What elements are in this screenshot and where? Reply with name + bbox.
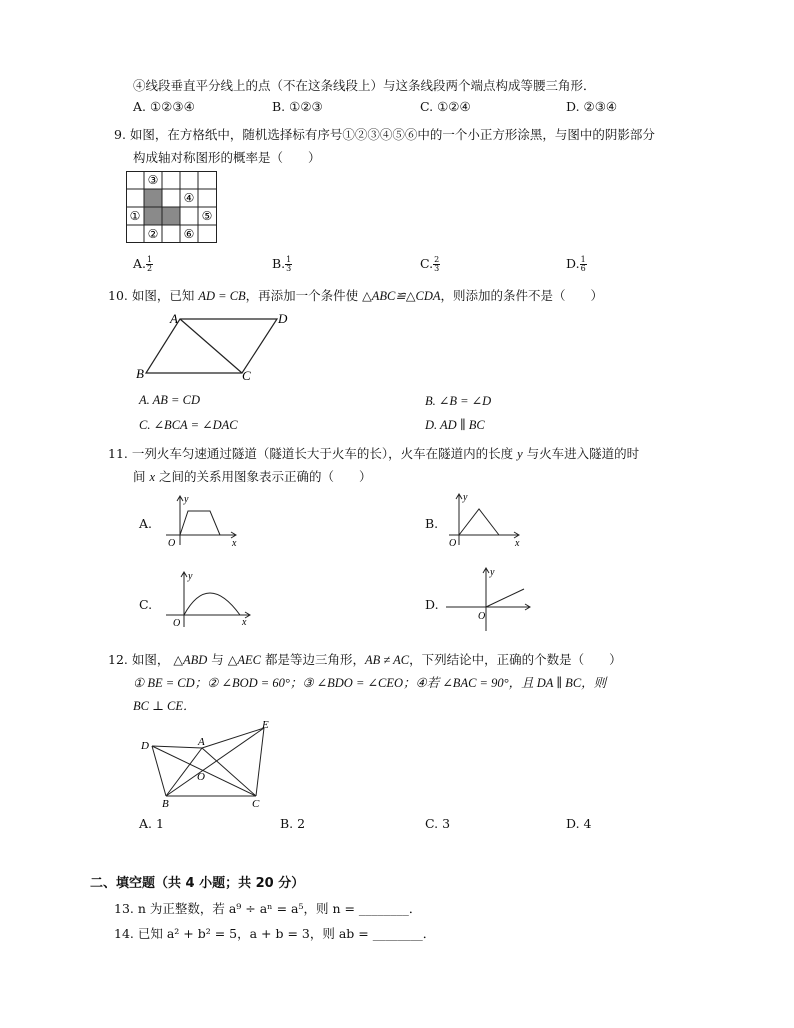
q12-stem-line2: ① BE = CD；② ∠BOD = 60°；③ ∠BDO = ∠CEO；④若 ∠BAC = 90°，且 DA ∥ BC，则 (133, 676, 607, 690)
label-B: B (136, 366, 144, 381)
axis-y-label: y (188, 571, 193, 582)
shaded-cell (162, 207, 180, 225)
origin-label: O (173, 618, 181, 629)
origin-label: O (478, 611, 486, 622)
origin-label: O (449, 538, 457, 549)
q10-option-b[interactable]: B. ∠B = ∠D (425, 394, 492, 408)
axis-x-label: x (232, 538, 237, 549)
q14-stem[interactable]: 14. 已知 a² + b² = 5，a + b = 3，则 ab = ________． (114, 926, 436, 941)
grid-label-2: ② (147, 227, 159, 241)
label-E: E (262, 719, 269, 731)
q12-stem-line1: 12. 如图， △ABD 与 △AEC 都是等边三角形，AB ≠ AC，下列结论中，正确的个数是（ ） (108, 652, 622, 667)
label-C: C (242, 368, 251, 383)
q12-stem-line3: BC ⊥ CE． (133, 699, 196, 713)
section2-title: 二、填空题（共 4 小题；共 20 分） (90, 876, 305, 891)
q9-option-a[interactable]: A. $\frac{1}{2}$ (133, 255, 153, 273)
axis-x-label: x (242, 617, 247, 628)
label-D: D (141, 740, 149, 752)
q9-stem-line2: 构成轴对称图形的概率是（ ） (133, 150, 321, 165)
q8-option-a[interactable]: A. ①②③④ (133, 99, 195, 114)
q11-option-a[interactable]: A. (139, 516, 153, 531)
q8-option-d[interactable]: D. ②③④ (566, 99, 618, 114)
grid-label-4: ④ (183, 191, 195, 205)
label-C: C (252, 798, 260, 808)
q9-stem-line1: 9. 如图，在方格纸中，随机选择标有序号①②③④⑤⑥中的一个小正方形涂黑，与图中的阴影部分 (114, 127, 655, 142)
q11-graph-b (447, 491, 527, 549)
q8-option-b[interactable]: B. ①②③ (272, 99, 323, 114)
origin-label: O (168, 538, 176, 549)
q10-stem: 10. 如图，已知 AD = CB，再添加一个条件使 △ABC≌△CDA，则添加的条件不是（ ） (108, 288, 603, 303)
q10-option-c[interactable]: C. ∠BCA = ∠DAC (139, 418, 238, 432)
q9-option-d[interactable]: D. $\frac{1}{6}$ (566, 255, 586, 273)
grid-label-3: ③ (147, 173, 159, 187)
grid-label-1: ① (129, 209, 141, 223)
q10-option-d[interactable]: D. AD ∥ BC (425, 418, 485, 432)
q11-graph-a (162, 493, 242, 549)
grid-label-5: ⑤ (201, 209, 213, 223)
label-D: D (278, 311, 288, 326)
q12-option-a[interactable]: A. 1 (139, 816, 164, 831)
q9-option-b[interactable]: B. $\frac{1}{3}$ (272, 255, 292, 273)
label-A: A (170, 311, 178, 326)
q12-option-c[interactable]: C. 3 (425, 816, 451, 831)
q11-stem-line1: 11. 一列火车匀速通过隧道（隧道长大于火车的长），火车在隧道内的长度 y 与火车进入隧道的时 (108, 446, 640, 461)
q12-option-b[interactable]: B. 2 (280, 816, 306, 831)
grid-label-6: ⑥ (183, 227, 195, 241)
q10-option-a[interactable]: A. AB = CD (139, 393, 200, 407)
q8-statement: ④线段垂直平分线上的点（不在这条线段上）与这条线段两个端点构成等腰三角形． (133, 78, 596, 93)
label-A: A (198, 736, 205, 748)
q13-stem[interactable]: 13. n 为正整数，若 a⁹ ÷ aⁿ = a⁵，则 n = ________． (114, 901, 422, 916)
q10-parallelogram-figure (132, 308, 297, 383)
label-O: O (197, 771, 205, 783)
axis-y-label: y (490, 567, 495, 578)
q12-triangles-figure (136, 718, 281, 808)
q11-graph-c (164, 569, 254, 631)
q8-option-c[interactable]: C. ①②④ (420, 99, 471, 114)
q9-option-c[interactable]: C. $\frac{2}{3}$ (420, 255, 440, 273)
q11-graph-d (444, 565, 534, 633)
q11-option-d[interactable]: D. (425, 597, 439, 612)
q11-option-b[interactable]: B. (425, 516, 439, 531)
q11-option-c[interactable]: C. (139, 597, 153, 612)
label-B: B (162, 798, 169, 808)
q11-stem-line2: 间 x 之间的关系用图象表示正确的（ ） (133, 469, 372, 484)
q12-option-d[interactable]: D. 4 (566, 816, 592, 831)
q9-grid-figure (126, 171, 218, 243)
axis-x-label: x (515, 538, 520, 549)
axis-y-label: y (184, 494, 189, 505)
axis-y-label: y (463, 492, 468, 503)
